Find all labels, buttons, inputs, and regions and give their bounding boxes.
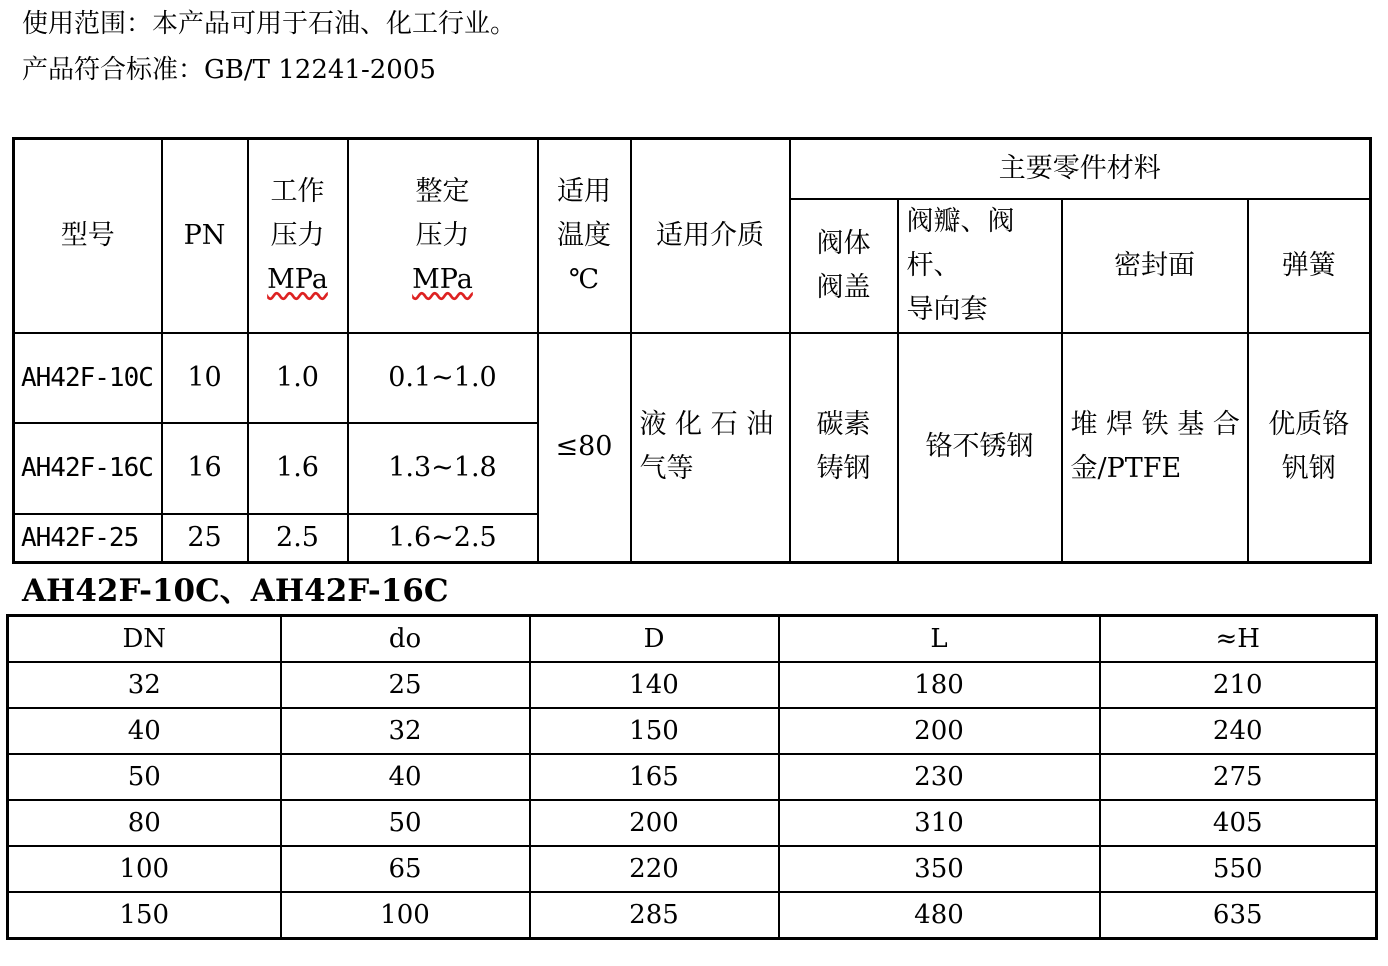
dn-cell: 100 <box>8 846 281 892</box>
h-cell: 210 <box>1100 662 1377 708</box>
header-body-material-line-1: 阀体 <box>816 227 871 259</box>
dimension-row <box>8 708 1377 754</box>
header-set-pressure-line-1: 整定 <box>415 175 470 207</box>
work-pressure-cell: 2.5 <box>248 514 348 563</box>
body-material-line-2: 铸钢 <box>816 453 871 485</box>
header-do: do <box>281 616 530 663</box>
dimension-row <box>8 754 1377 800</box>
dimension-row <box>8 846 1377 892</box>
do-cell: 65 <box>281 846 530 892</box>
header-set-pressure-unit: MPa <box>412 263 473 295</box>
header-work-pressure-unit: MPa <box>267 263 328 295</box>
header-work-pressure-line-2: 压力 <box>270 219 325 251</box>
l-cell: 310 <box>779 800 1100 846</box>
header-body-material-line-2: 阀盖 <box>816 271 871 303</box>
header-disc-material-line-2: 导向套 <box>906 293 988 325</box>
dn-cell: 32 <box>8 662 281 708</box>
dimension-row <box>8 800 1377 846</box>
d-cell: 140 <box>530 662 779 708</box>
dn-cell: 150 <box>8 892 281 939</box>
medium-cell <box>631 333 790 563</box>
h-cell: 240 <box>1100 708 1377 754</box>
h-cell: 275 <box>1100 754 1377 800</box>
header-spring-material: 弹簧 <box>1248 199 1371 333</box>
seal-material-line-2: 金/PTFE <box>1070 453 1182 485</box>
pn-cell: 25 <box>162 514 248 563</box>
spring-material-cell <box>1248 333 1371 563</box>
l-cell: 200 <box>779 708 1100 754</box>
dimension-row <box>8 662 1377 708</box>
d-cell: 165 <box>530 754 779 800</box>
do-cell: 32 <box>281 708 530 754</box>
do-cell: 25 <box>281 662 530 708</box>
dimension-row <box>8 892 1377 939</box>
header-seal-material: 密封面 <box>1062 199 1248 333</box>
header-disc-material-line-1: 阀瓣、阀杆、 <box>906 205 1015 281</box>
header-materials-group: 主要零件材料 <box>790 139 1371 199</box>
body-material-line-1: 碳素 <box>816 409 871 441</box>
do-cell: 40 <box>281 754 530 800</box>
l-cell: 480 <box>779 892 1100 939</box>
do-cell: 100 <box>281 892 530 939</box>
header-temperature-line-2: 温度 <box>557 219 611 251</box>
dimension-header-row <box>8 616 1377 663</box>
medium-line-2: 气等 <box>639 453 694 485</box>
do-cell: 50 <box>281 800 530 846</box>
pn-cell: 10 <box>162 333 248 423</box>
header-set-pressure-line-2: 压力 <box>415 219 470 251</box>
l-cell: 180 <box>779 662 1100 708</box>
model-cell: AH42F-16C <box>14 423 162 514</box>
h-cell: 405 <box>1100 800 1377 846</box>
seal-material-cell <box>1062 333 1248 563</box>
h-cell: 635 <box>1100 892 1377 939</box>
d-cell: 220 <box>530 846 779 892</box>
spec-table <box>12 137 1372 564</box>
header-l: L <box>779 616 1100 663</box>
header-body-material <box>790 199 898 333</box>
dn-cell: 80 <box>8 800 281 846</box>
set-pressure-cell: 1.6~2.5 <box>348 514 538 563</box>
header-temperature <box>538 139 631 333</box>
d-cell: 200 <box>530 800 779 846</box>
h-cell: 550 <box>1100 846 1377 892</box>
seal-material-line-1: 堆 焊 铁 基 合 <box>1070 409 1240 441</box>
header-set-pressure <box>348 139 538 333</box>
header-model: 型号 <box>14 139 162 333</box>
work-pressure-cell: 1.0 <box>248 333 348 423</box>
spec-header-row-1 <box>14 139 1371 199</box>
spring-material-line-2: 钒钢 <box>1281 453 1336 485</box>
pn-cell: 16 <box>162 423 248 514</box>
l-cell: 350 <box>779 846 1100 892</box>
spec-row <box>14 333 1371 423</box>
header-pn: PN <box>162 139 248 333</box>
header-work-pressure-line-1: 工作 <box>270 175 325 207</box>
standard-text: 产品符合标准：GB/T 12241-2005 <box>22 55 436 85</box>
header-temperature-line-1: 适用 <box>557 175 611 207</box>
dimension-table <box>6 614 1378 940</box>
d-cell: 285 <box>530 892 779 939</box>
medium-line-1: 液 化 石 油 <box>639 409 774 441</box>
set-pressure-cell: 0.1~1.0 <box>348 333 538 423</box>
temperature-cell: ≤80 <box>538 333 631 563</box>
dn-cell: 50 <box>8 754 281 800</box>
l-cell: 230 <box>779 754 1100 800</box>
body-material-cell <box>790 333 898 563</box>
dn-cell: 40 <box>8 708 281 754</box>
disc-material-cell: 铬不锈钢 <box>898 333 1062 563</box>
header-h: ≈H <box>1100 616 1377 663</box>
header-medium: 适用介质 <box>631 139 790 333</box>
model-cell: AH42F-10C <box>14 333 162 423</box>
header-disc-material <box>898 199 1062 333</box>
set-pressure-cell: 1.3~1.8 <box>348 423 538 514</box>
header-dn: DN <box>8 616 281 663</box>
spring-material-line-1: 优质铬 <box>1268 409 1350 441</box>
header-d: D <box>530 616 779 663</box>
d-cell: 150 <box>530 708 779 754</box>
work-pressure-cell: 1.6 <box>248 423 348 514</box>
usage-scope-text: 使用范围：本产品可用于石油、化工行业。 <box>22 9 517 39</box>
header-temperature-unit: ℃ <box>568 263 600 295</box>
model-cell: AH42F-25 <box>14 514 162 563</box>
header-work-pressure <box>248 139 348 333</box>
dimension-section-title: AH42F-10C、AH42F-16C <box>22 573 449 609</box>
